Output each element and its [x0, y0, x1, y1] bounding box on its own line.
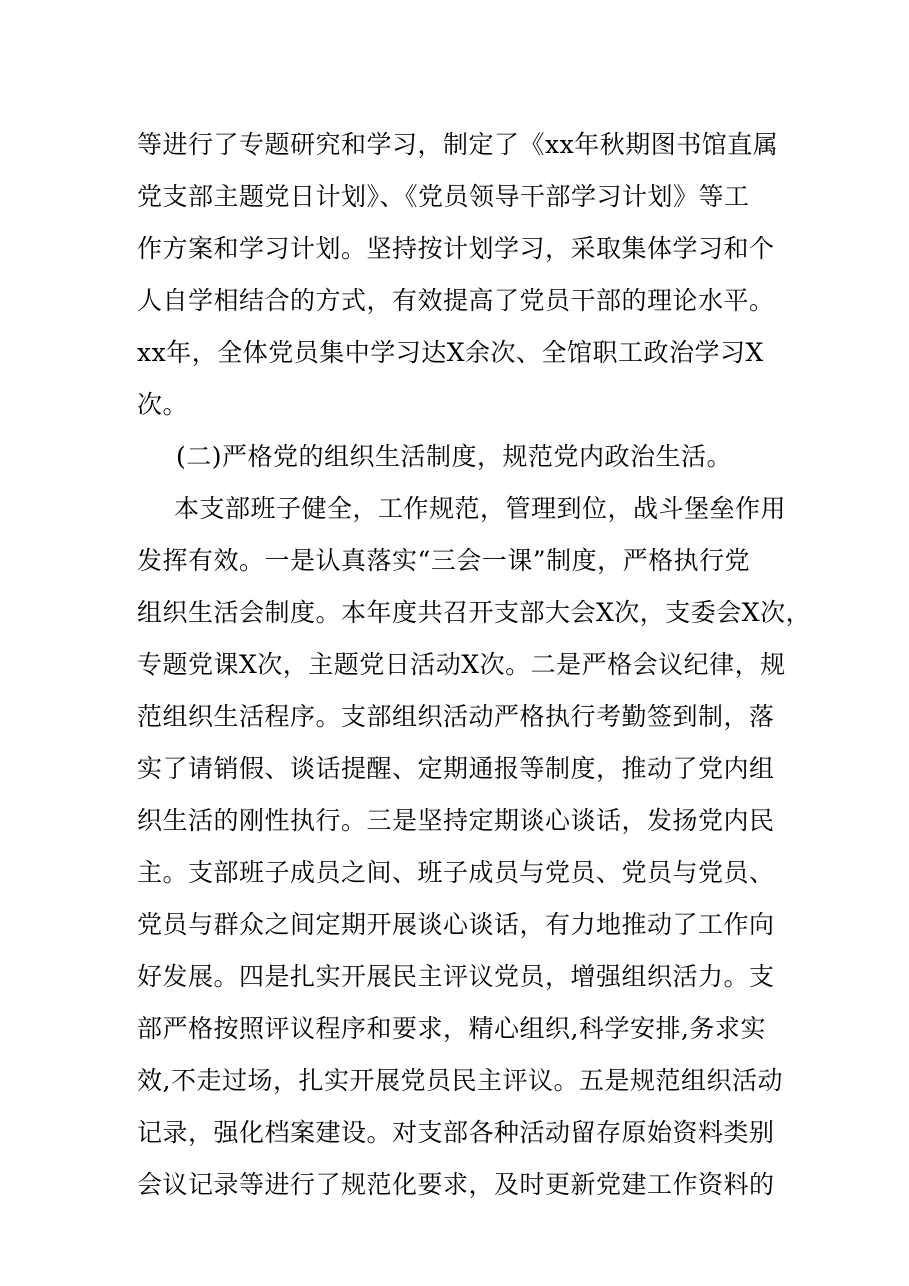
paragraph-2-line-5: 范组织生活程序。支部组织活动严格执行考勤签到制，落 — [137, 702, 775, 731]
paragraph-2-line-11: 部严格按照评议程序和要求，精心组织,科学安排,务求实 — [137, 1014, 766, 1043]
paragraph-1-line-3: 作方案和学习计划。坚持按计划学习，采取集体学习和个 — [137, 234, 775, 263]
paragraph-2-line-14: 会议记录等进行了规范化要求，及时更新党建工作资料的 — [137, 1170, 775, 1199]
paragraph-2-line-4: 专题党课X次，主题党日活动X次。二是严格会议纪律，规 — [137, 650, 786, 679]
paragraph-2-line-1: 本支部班子健全，工作规范，管理到位，战斗堡垒作用 — [174, 494, 787, 523]
paragraph-2-line-8: 主。支部班子成员之间、班子成员与党员、党员与党员、 — [137, 858, 775, 887]
section-heading: (二)严格党的组织生活制度，规范党内政治生活。 — [176, 442, 733, 471]
paragraph-2-line-2: 发挥有效。一是认真落实“三会一课”制度，严格执行党 — [137, 546, 751, 575]
paragraph-1-line-2: 党支部主题党日计划》、《党员领导干部学习计划》等工 — [137, 182, 750, 211]
paragraph-1-line-4: 人自学相结合的方式，有效提高了党员干部的理论水平。 — [137, 286, 775, 315]
paragraph-2-line-13: 记录，强化档案建设。对支部各种活动留存原始资料类别 — [137, 1118, 775, 1147]
paragraph-2-line-3: 组织生活会制度。本年度共召开支部大会X次，支委会X次， — [137, 598, 812, 627]
paragraph-2-line-12: 效,不走过场，扎实开展党员民主评议。五是规范组织活动 — [137, 1066, 783, 1095]
paragraph-2-line-7: 织生活的刚性执行。三是坚持定期谈心谈话，发扬党内民 — [137, 806, 775, 835]
paragraph-2-line-6: 实了请销假、谈话提醒、定期通报等制度，推动了党内组 — [137, 754, 775, 783]
paragraph-2-line-10: 好发展。四是扎实开展民主评议党员，增强组织活力。支 — [137, 962, 775, 991]
paragraph-1-line-5: xx年，全体党员集中学习达X余次、全馆职工政治学习X — [137, 338, 764, 367]
paragraph-1-line-6: 次。 — [137, 390, 189, 419]
paragraph-2-line-9: 党员与群众之间定期开展谈心谈话，有力地推动了工作向 — [137, 910, 775, 939]
paragraph-1-line-1: 等进行了专题研究和学习，制定了《xx年秋期图书馆直属 — [137, 130, 779, 159]
